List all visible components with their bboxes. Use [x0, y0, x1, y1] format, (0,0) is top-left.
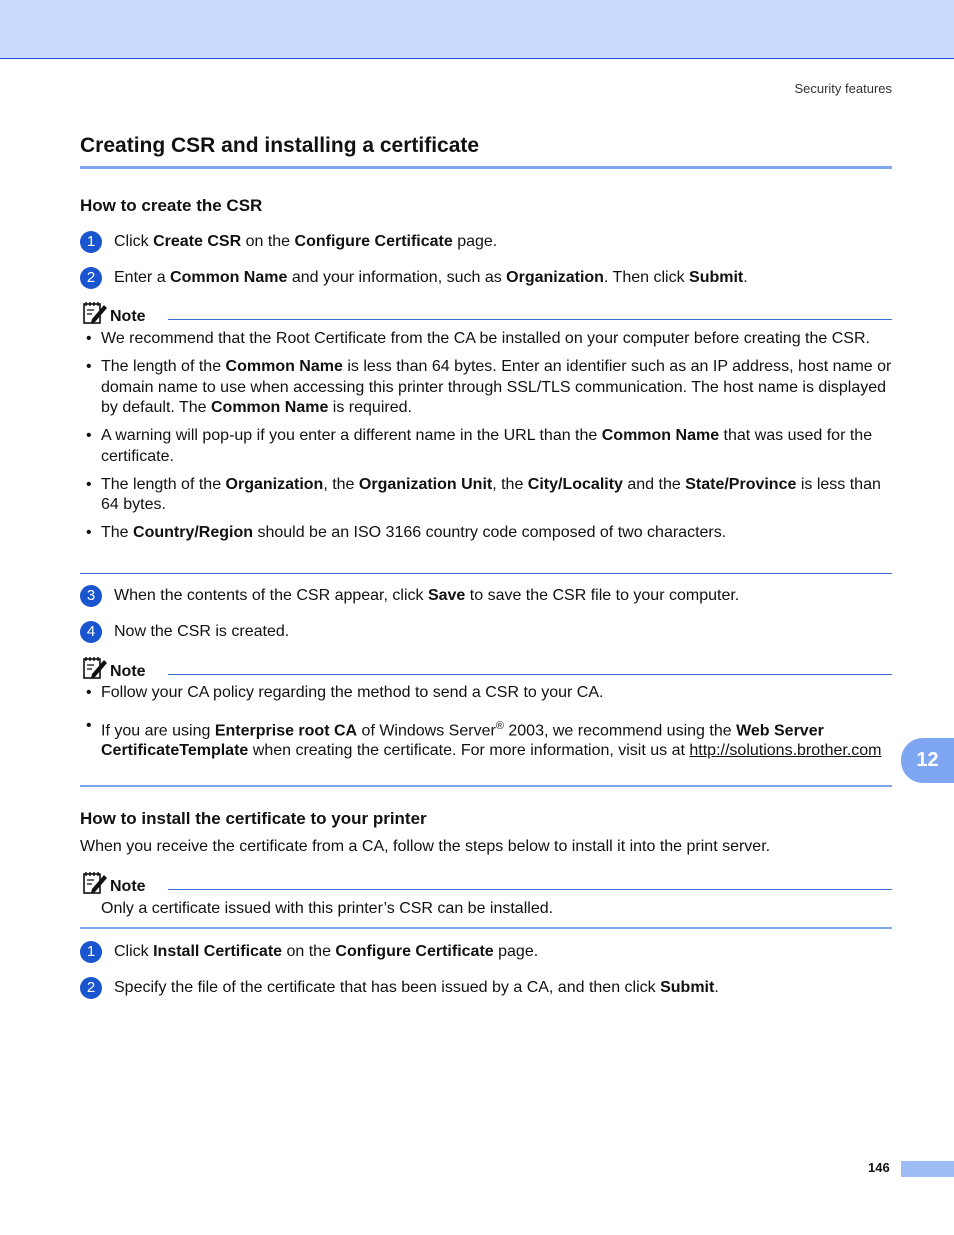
- text-run: page.: [452, 233, 498, 250]
- bold-term: Common Name: [211, 399, 329, 416]
- step-number-badge: 4: [80, 621, 102, 643]
- text-run: page.: [493, 943, 539, 960]
- bold-term: Submit: [689, 269, 744, 286]
- bold-term: Organization: [225, 475, 324, 493]
- running-header: Security features: [794, 81, 892, 96]
- note-end-rule: [80, 927, 892, 929]
- text-run: should be an ISO 3166 country code composed of two characters.: [253, 524, 727, 541]
- step-text: [114, 586, 739, 606]
- note-rule: [168, 889, 892, 890]
- bold-term: Save: [427, 587, 466, 604]
- text-run: The: [101, 524, 134, 541]
- bold-term: Configure Certificate: [294, 233, 453, 250]
- note-bullet-list: [80, 329, 892, 551]
- text-run: We recommend that the Root Certificate from the CA be installed on your computer before creating the CSR.: [101, 330, 870, 347]
- text-run: . Then click: [603, 269, 690, 286]
- text-run: on the: [282, 943, 336, 960]
- step-number-badge: 1: [80, 941, 102, 963]
- step-text: [114, 622, 289, 642]
- note-end-rule: [80, 573, 892, 574]
- text-run: and your information, such as: [287, 269, 507, 286]
- step-text: [114, 268, 748, 288]
- text-run: Enter a: [114, 269, 171, 286]
- install-note-text: Only a certificate issued with this printer’s CSR can be installed.: [101, 900, 554, 917]
- section-heading-install: How to install the certificate to your printer: [80, 809, 427, 828]
- title-rule: [80, 166, 892, 169]
- step-number-badge: 3: [80, 585, 102, 607]
- section-heading-create-csr: How to create the CSR: [80, 196, 263, 215]
- page-number-tab: [901, 1161, 954, 1177]
- list-item: [80, 426, 892, 467]
- list-item: [80, 329, 892, 350]
- text-run: The length of the: [101, 358, 226, 375]
- text-run: Click: [114, 943, 154, 960]
- text-run: to save the CSR file to your computer.: [465, 587, 740, 604]
- step-number-badge: 2: [80, 267, 102, 289]
- list-item: [80, 523, 892, 544]
- text-run: A warning will pop-up if you enter a different name in the URL than the: [101, 427, 602, 444]
- bold-term: Organization Unit: [358, 475, 493, 493]
- install-intro: When you receive the certificate from a CA, follow the steps below to install it into the print server.: [80, 838, 771, 855]
- bold-term: Web Server CertificateTemplate: [101, 721, 824, 760]
- note-header: [80, 300, 892, 328]
- text-run: , the: [323, 475, 359, 493]
- note-label: Note: [110, 663, 146, 680]
- text-run: When the contents of the CSR appear, click: [114, 587, 428, 604]
- note-bullet-list: [80, 683, 892, 769]
- bold-term: City/Locality: [527, 475, 623, 493]
- text-run: is required.: [328, 399, 412, 416]
- list-item: [80, 357, 892, 419]
- note-pencil-icon: [82, 300, 108, 326]
- text-run: Follow your CA policy regarding the method to send a CSR to your CA.: [101, 684, 604, 701]
- step-number-badge: 1: [80, 231, 102, 253]
- step-text: [114, 978, 719, 998]
- bold-term: Configure Certificate: [335, 943, 494, 960]
- note-label: Note: [110, 878, 146, 895]
- step-number-badge: 2: [80, 977, 102, 999]
- bold-term: State/Province: [685, 475, 797, 493]
- list-item: [80, 716, 892, 762]
- note-label: Note: [110, 308, 146, 325]
- step-text: [114, 942, 538, 962]
- bold-term: Common Name: [601, 427, 720, 444]
- bold-term: Create CSR: [153, 233, 242, 250]
- bold-term: Submit: [660, 979, 715, 996]
- text-run: 2003, we recommend using the: [503, 721, 737, 739]
- text-run: of Windows Server: [357, 721, 496, 739]
- text-run: .: [743, 269, 748, 286]
- top-band: [0, 0, 954, 59]
- support-link[interactable]: http://solutions.brother.com: [689, 742, 882, 760]
- note-pencil-icon: [82, 870, 108, 896]
- step-text: [114, 232, 497, 252]
- bold-term: Common Name: [170, 269, 288, 286]
- bold-term: Common Name: [225, 358, 343, 375]
- bold-term: Organization: [506, 269, 604, 286]
- bold-term: Country/Region: [133, 524, 254, 541]
- text-run: and the: [622, 475, 686, 493]
- text-run: on the: [241, 233, 295, 250]
- page-title: Creating CSR and installing a certificate: [80, 134, 480, 157]
- text-run: , the: [492, 475, 528, 493]
- list-item: [80, 683, 892, 704]
- registered-mark: ®: [495, 719, 504, 732]
- text-run: that was used for the certificate.: [101, 427, 873, 465]
- text-run: Specify the file of the certificate that has been issued by a CA, and then click: [114, 979, 661, 996]
- text-run: If you are using: [101, 721, 215, 739]
- text-run: when creating the certificate. For more information, visit us at: [248, 742, 690, 760]
- note-pencil-icon: [82, 655, 108, 681]
- text-run: The length of the: [101, 475, 226, 493]
- note-rule: [168, 319, 892, 320]
- chapter-tab: 12: [901, 738, 954, 783]
- text-run: .: [714, 979, 719, 996]
- note-header: [80, 870, 892, 898]
- text-run: is less than 64 bytes.: [101, 475, 881, 513]
- note-header: [80, 655, 892, 683]
- list-item: [80, 475, 892, 516]
- note-end-rule: [80, 785, 892, 787]
- text-run: is less than 64 bytes. Enter an identifier such as an IP address, host name or domain name to use when accessing this printer through SSL/TLS communication. The host name is displayed by default. The: [101, 358, 892, 416]
- page-number: 146: [868, 1160, 890, 1175]
- bold-term: Enterprise root CA: [214, 721, 358, 739]
- note-rule: [168, 674, 892, 675]
- bold-term: Install Certificate: [153, 943, 283, 960]
- text-run: Now the CSR is created.: [114, 623, 290, 640]
- text-run: Click: [114, 233, 154, 250]
